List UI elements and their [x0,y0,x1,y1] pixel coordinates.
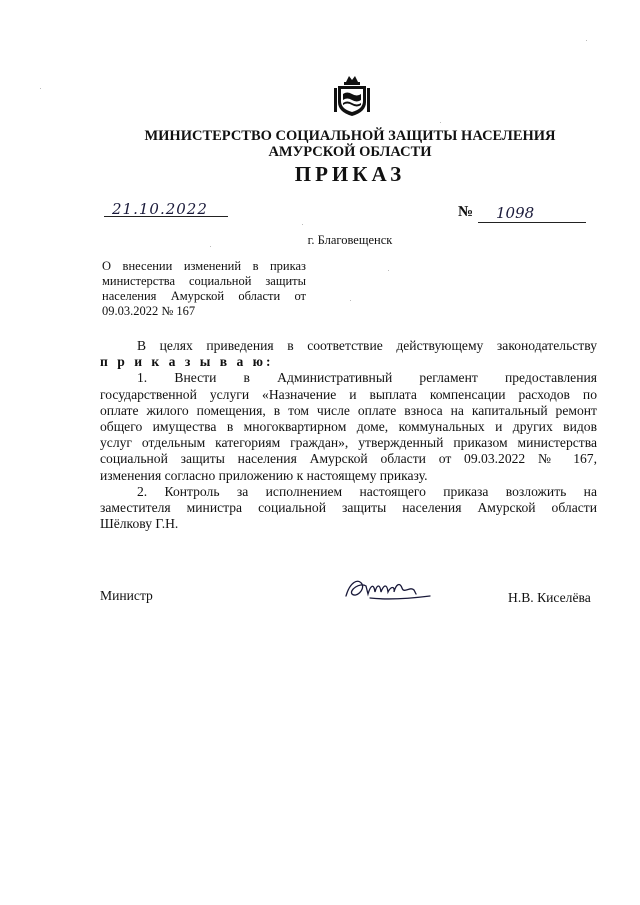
order-body [100,338,597,532]
scan-speck [388,270,389,271]
date-underline [104,216,228,217]
scan-speck [40,88,41,89]
handwritten-date: 21.10.2022 [112,200,208,218]
scan-speck [350,300,351,301]
signer-name: Н.В. Киселёва [508,590,591,605]
paragraph-1-line: социальной защиты населения Амурской области от 09.03.2022 № 167, [100,451,597,467]
subject-line: министерства социальной защиты [102,274,306,288]
scan-speck [302,224,303,225]
scan-speck [586,40,587,41]
city-line: г. Благовещенск [307,233,393,247]
subject-line: О внесении изменений в приказ [102,259,306,273]
paragraph-1-line: государственной услуги «Назначение и выплата компенсации расходов по [100,386,597,402]
paragraph-2-line: Шёлкову Г.Н. [100,516,179,532]
paragraph-1-line: оплате жилого помещения, в том числе оплате взноса на капитальный ремонт [100,402,597,418]
paragraph-1-line: изменения согласно приложению к настоящему приказу. [100,467,428,483]
ministry-name-line2: АМУРСКОЙ ОБЛАСТИ [268,144,432,160]
scan-speck [210,246,211,247]
order-word [100,354,597,370]
paragraph-1-line: 1. Внести в Административный регламент предоставления [137,370,597,386]
number-label: № [458,204,474,220]
number-underline [478,222,586,223]
handwritten-signature-icon [340,572,436,608]
paragraph-2-line: заместителя министра социальной защиты населения Амурской области [100,500,597,516]
paragraph-1-line: общего имущества в многоквартирном доме, коммунальных и других видов [100,419,597,435]
paragraph-2-line: 2. Контроль за исполнением настоящего приказа возложить на [137,483,597,499]
signer-title: Министр [100,588,153,603]
subject-block [102,259,306,319]
document-type-title: ПРИКАЗ [294,162,406,186]
ministry-name-line1: МИНИСТЕРСТВО СОЦИАЛЬНОЙ ЗАЩИТЫ НАСЕЛЕНИЯ [144,128,556,144]
paragraph-1-line: услуг отдельным категориям граждан», утвержденный приказом министерства [100,435,597,451]
handwritten-order-number: 1098 [496,204,535,222]
scan-speck [440,122,441,123]
intro-line: В целях приведения в соответствие действующему законодательству [137,338,597,353]
subject-line: 09.03.2022 № 167 [102,304,196,318]
coat-of-arms-icon [332,72,372,118]
order-word-text: п р и к а з ы в а ю: [100,354,274,370]
subject-line: населения Амурской области от [102,289,306,303]
